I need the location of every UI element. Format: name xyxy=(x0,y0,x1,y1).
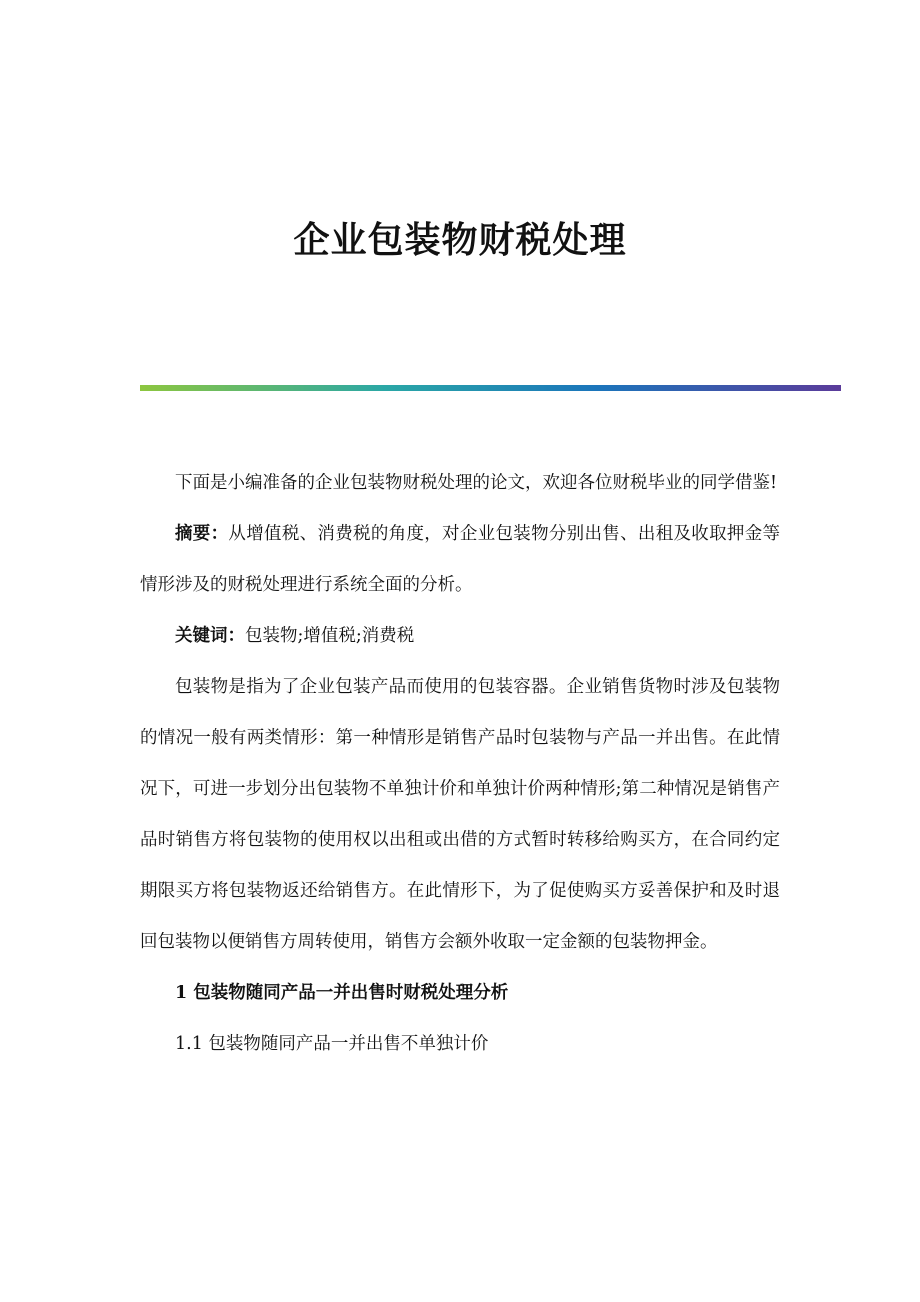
page-title: 企业包装物财税处理 xyxy=(293,219,627,261)
gradient-divider xyxy=(140,385,841,391)
document-body xyxy=(140,458,780,1070)
abstract-text: 从增值税、消费税的角度，对企业包装物分别出售、出租及收取押金等情形涉及的财税处理进行系统全面的分析。 xyxy=(140,524,781,595)
abstract-paragraph xyxy=(140,509,780,611)
body-paragraph: 包装物是指为了企业包装产品而使用的包装容器。企业销售货物时涉及包装物的情况一般有两类情形：第一种情形是销售产品时包装物与产品一并出售。在此情况下，可进一步划分出包装物不单独计价和单独计价两种情形;第二种情况是销售产品时销售方将包装物的使用权以出租或出借的方式暂时转移给购买方，在合同约定期限买方将包装物返还给销售方。在此情形下，为了促使购买方妥善保护和及时退回包装物以便销售方周转使用，销售方会额外收取一定金额的包装物押金。 xyxy=(140,677,780,952)
section-heading-1-1: 1.1 包装物随同产品一并出售不单独计价 xyxy=(175,1034,489,1054)
section-heading-1: 1 包装物随同产品一并出售时财税处理分析 xyxy=(175,983,509,1003)
keywords-paragraph xyxy=(140,611,780,662)
keywords-text: 包装物;增值税;消费税 xyxy=(245,626,415,646)
keywords-label: 关键词： xyxy=(175,626,245,646)
intro-paragraph: 下面是小编准备的企业包装物财税处理的论文，欢迎各位财税毕业的同学借鉴! xyxy=(175,473,778,493)
abstract-label: 摘要： xyxy=(175,524,229,544)
